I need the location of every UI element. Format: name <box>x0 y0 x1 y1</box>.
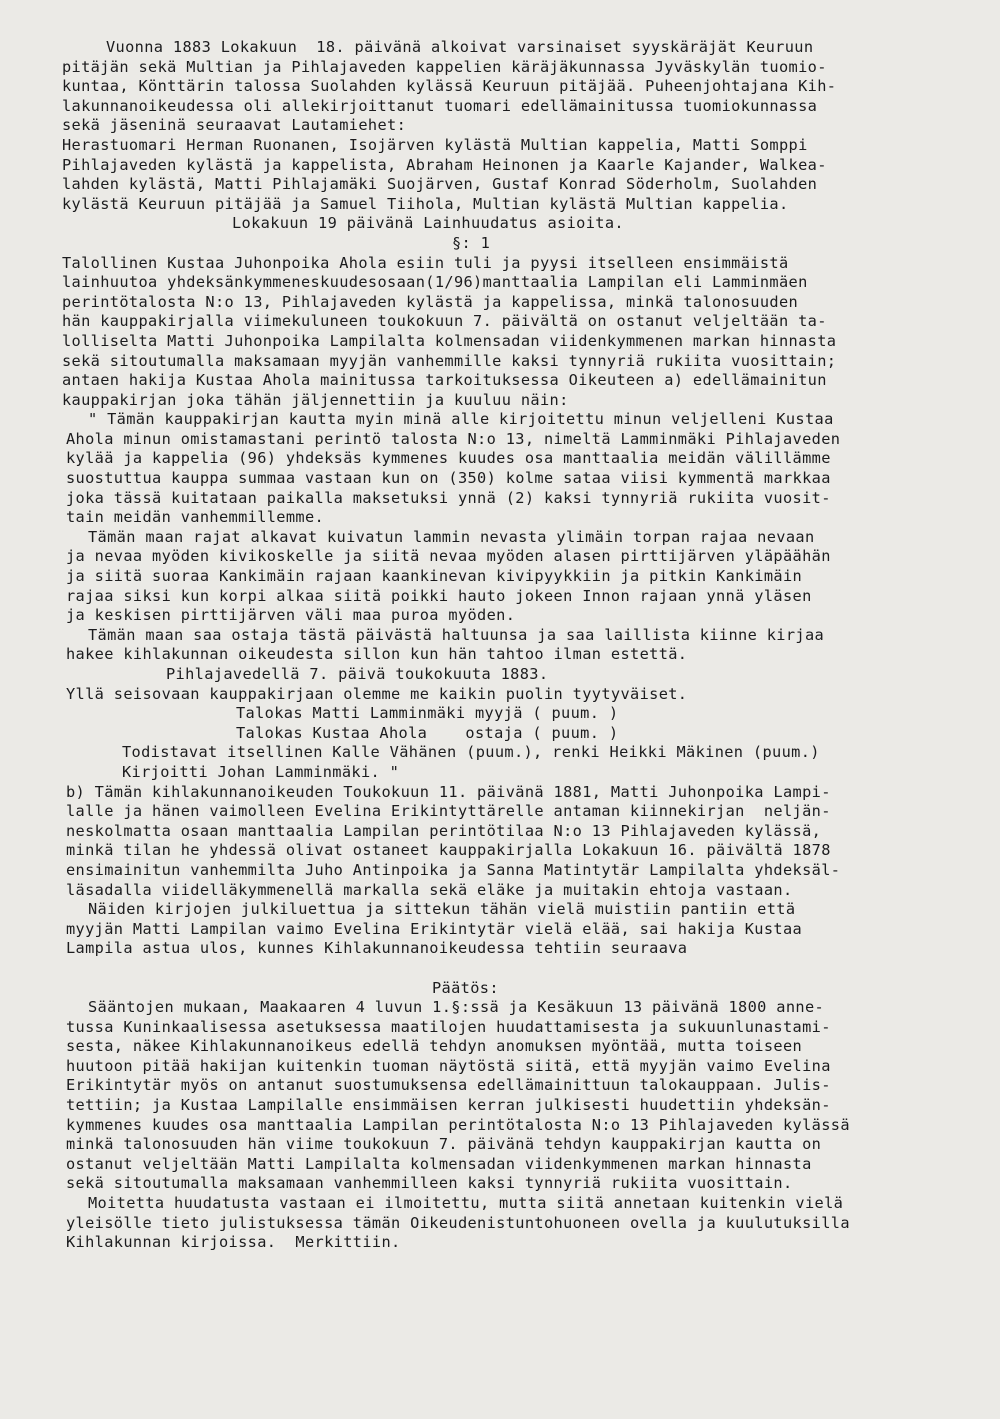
text-line: perintötalosta N:o 13, Pihlajaveden kylästä ja kappelissa, minkä talonosuuden <box>62 292 799 311</box>
text-line: ostanut veljeltään Matti Lampilalta kolmensadan viidenkymmenen markan hinnasta <box>66 1154 812 1173</box>
text-line: ja siitä suoraa Kankimäin rajaan kaankinevan kivipyykkiin ja pitkin Kankimäin <box>66 567 803 586</box>
text-line: Herastuomari Herman Ruonanen, Isojärven kylästä Multian kappelia, Matti Somppi <box>62 135 808 154</box>
text-line: hän kauppakirjalla viimekuluneen toukokuun 7. päivältä on ostanut veljeltään ta- <box>62 312 827 331</box>
text-line: b) Tämän kihlakunnanoikeuden Toukokuun 11. päivänä 1881, Matti Juhonpoika Lampi- <box>66 782 831 801</box>
text-line: lalle ja hänen vaimolleen Evelina Erikintyttärelle antaman kiinnekirjan neljän- <box>66 802 831 821</box>
text-line: Tämän maan rajat alkavat kuivatun lammin nevasta ylimäin torpan rajaa nevaan <box>88 527 815 546</box>
text-line: myyjän Matti Lampilan vaimo Evelina Erikintytär vielä elää, sai hakija Kustaa <box>66 919 803 938</box>
text-line: neskolmatta osaan manttaalia Lampilan perintötilaa N:o 13 Pihlajaveden kylässä, <box>66 821 822 840</box>
text-line: Talollinen Kustaa Juhonpoika Ahola esiin tuli ja pyysi itselleen ensimmäistä <box>62 253 789 272</box>
text-line: Vuonna 1883 Lokakuun 18. päivänä alkoivat varsinaiset syyskäräjät Keuruun <box>106 38 814 56</box>
text-line: suostuttua kauppa summaa vastaan kun on (350) kolme sataa viisi kymmentä markkaa <box>66 469 831 488</box>
text-line: minkä talonosuuden hän viime toukokuun 7. päivänä tehdyn kauppakirjan kautta on <box>66 1135 822 1154</box>
text-line: kuntaa, Könttärin talossa Suolahden kylässä Keuruun pitäjää. Puheenjohtajana Kih- <box>62 77 837 96</box>
text-line: rajaa siksi kun korpi alkaa siitä poikki hauto jokeen Innon rajaan ynnä yläsen <box>66 586 812 605</box>
text-line: Todistavat itsellinen Kalle Vähänen (puum.), renki Heikki Mäkinen (puum.) <box>122 743 820 762</box>
text-line: sekä jäseninä seuraavat Lautamiehet: <box>62 116 407 135</box>
text-line: ensimainitun vanhemmilta Juho Antinpoika ja Sanna Matintytär Lampilalta yhdeksäl- <box>66 860 841 879</box>
text-line: Kihlakunnan kirjoissa. Merkittiin. <box>66 1233 401 1252</box>
text-line: huutoon pitää hakijan kuitenkin tuoman näytöstä siitä, että myyjän vaimo Evelina <box>66 1056 831 1075</box>
text-line: §: 1 <box>452 233 491 252</box>
text-line: Erikintytär myös on antanut suostumuksensa edellämainittuun talokauppaan. Julis- <box>66 1076 831 1095</box>
text-line: Päätös: <box>432 978 499 997</box>
text-line: Tämän maan saa ostaja tästä päivästä haltuunsa ja saa laillista kiinne kirjaa <box>88 625 825 644</box>
text-line: Sääntojen mukaan, Maakaaren 4 luvun 1.§:ssä ja Kesäkuun 13 päivänä 1800 anne- <box>88 998 825 1017</box>
text-line: sekä sitoutumalla maksamaan myyjän vanhemmille kaksi tynnyriä rukiita vuosittain; <box>62 351 837 370</box>
text-line: kymmenes kuudes osa manttaalia Lampilan perintötalosta N:o 13 Pihlajaveden kylässä <box>66 1115 850 1134</box>
text-line: sesta, näkee Kihlakunnanoikeus edellä tehdyn anomuksen myöntää, mutta toiseen <box>66 1037 803 1056</box>
text-line: pitäjän sekä Multian ja Pihlajaveden kappelien käräjäkunnassa Jyväskylän tuomio- <box>62 57 827 76</box>
text-line: Ahola minun omistamastani perintö talosta N:o 13, nimeltä Lamminmäki Pihlajaveden <box>66 429 841 448</box>
text-line: hakee kihlakunnan oikeudesta sillon kun hän tahtoo ilman estettä. <box>66 645 688 664</box>
text-line: Näiden kirjojen julkiluettua ja sittekun tähän vielä muistiin pantiin että <box>88 900 796 919</box>
text-line: Pihlajaveden kylästä ja kappelista, Abraham Heinonen ja Kaarle Kajander, Walkea- <box>62 155 827 174</box>
text-line: ja nevaa myöden kivikoskelle ja siitä nevaa myöden alasen pirttijärven yläpäähän <box>66 547 831 566</box>
text-line: tussa Kuninkaalisessa asetuksessa maatilojen huudattamisesta ja sukuunlunastami- <box>66 1017 831 1036</box>
text-line: Talokas Matti Lamminmäki myyjä ( puum. ) <box>236 704 619 723</box>
text-line: yleisölle tieto julistuksessa tämän Oikeudenistuntohuoneen ovella ja kuulutuksilla <box>66 1213 850 1232</box>
text-line: tettiin; ja Kustaa Lampilalle ensimmäisen kerran julkisesti huudettiin yhdeksän- <box>66 1096 831 1115</box>
text-line: kylästä Keuruun pitäjää ja Samuel Tiihola, Multian kylästä Multian kappelia. <box>62 194 789 213</box>
text-line: Lokakuun 19 päivänä Lainhuudatus asioita. <box>232 214 624 233</box>
text-line: antaen hakija Kustaa Ahola mainitussa tarkoituksessa Oikeuteen a) edellämainitun <box>62 371 827 390</box>
text-line: sekä sitoutumalla maksamaan vanhemmilleen kaksi tynnyriä rukiita vuosittain. <box>66 1174 793 1193</box>
text-line: lakunnanoikeudessa oli allekirjoittanut tuomari edellämainitussa tuomiokunnassa <box>62 96 818 115</box>
text-line: Kirjoitti Johan Lamminmäki. " <box>122 762 400 781</box>
text-line: lolliselta Matti Juhonpoika Lampilalta kolmensadan viidenkymmenen markan hinnasta <box>62 331 837 350</box>
document-body <box>0 38 1000 1253</box>
text-line: kauppakirjan joka tähän jäljennettiin ja kuuluu näin: <box>62 390 569 409</box>
text-line: Talokas Kustaa Ahola ostaja ( puum. ) <box>236 723 619 742</box>
text-line: tain meidän vanhemmillemme. <box>66 508 325 527</box>
text-line <box>0 959 1000 979</box>
text-line: lainhuutoa yhdeksänkymmeneskuudesosaan(1/96)manttaalia Lampilan eli Lamminmäen <box>62 273 808 292</box>
text-line: lahden kylästä, Matti Pihlajamäki Suojärven, Gustaf Konrad Söderholm, Suolahden <box>62 175 818 194</box>
text-line: Pihlajavedellä 7. päivä toukokuuta 1883. <box>166 665 549 683</box>
text-line: " Tämän kauppakirjan kautta myin minä alle kirjoitettu minun veljelleni Kustaa <box>88 410 834 429</box>
text-line: joka tässä kuitataan paikalla maksetuksi ynnä (2) kaksi tynnyriä rukiita vuosit- <box>66 488 831 507</box>
text-line: Moitetta huudatusta vastaan ei ilmoitettu, mutta siitä annetaan kuitenkin vielä <box>88 1194 844 1213</box>
text-line: minkä tilan he yhdessä olivat ostaneet kauppakirjalla Lokakuun 16. päivältä 1878 <box>66 841 831 860</box>
text-line: kylää ja kappelia (96) yhdeksäs kymmenes kuudes osa manttaalia meidän välillämme <box>66 449 831 468</box>
text-line: ja keskisen pirttijärven väli maa puroa myöden. <box>66 606 516 625</box>
text-line: Lampila astua ulos, kunnes Kihlakunnanoikeudessa tehtiin seuraava <box>66 939 688 958</box>
text-line: Yllä seisovaan kauppakirjaan olemme me kaikin puolin tyytyväiset. <box>66 684 688 703</box>
text-line: läsadalla viidelläkymmenellä markalla sekä eläke ja muitakin ehtoja vastaan. <box>66 880 793 899</box>
